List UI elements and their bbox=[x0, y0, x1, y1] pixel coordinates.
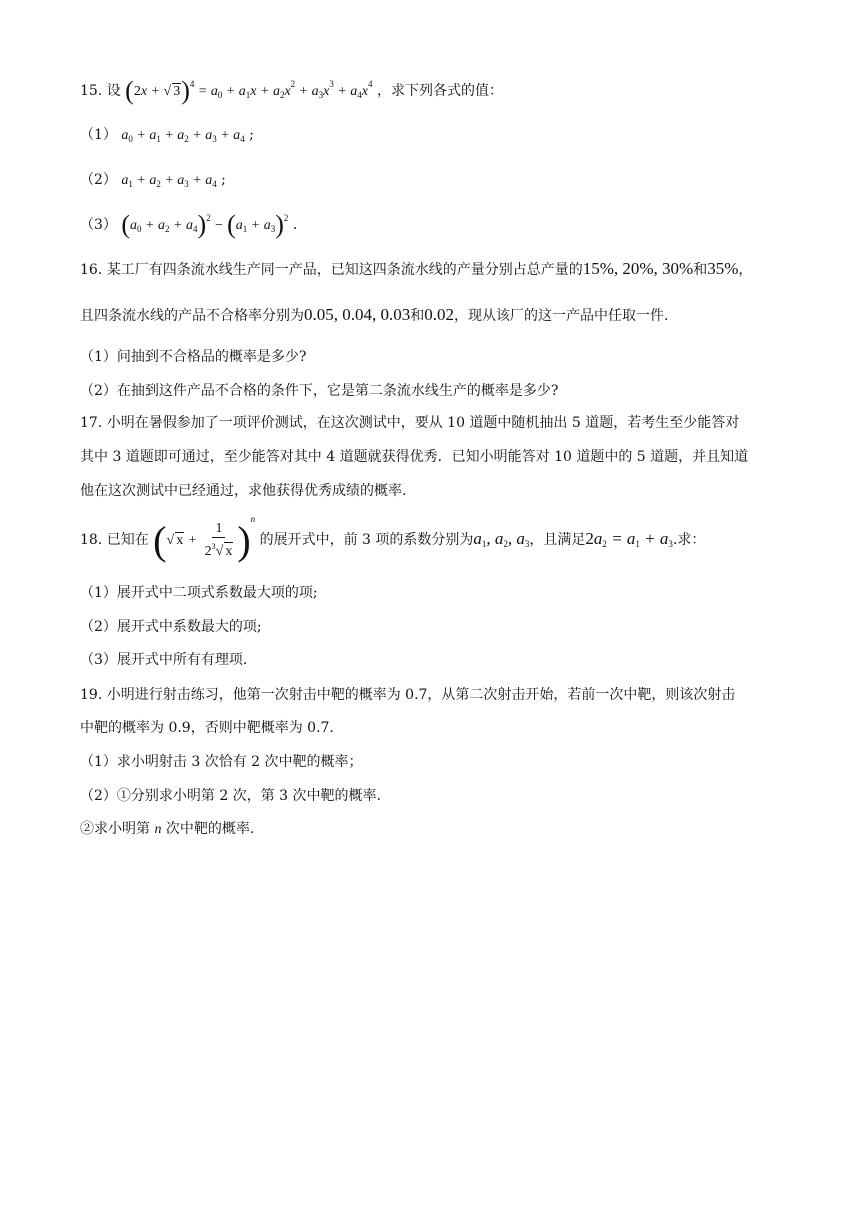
q19-part3: ②求小明第 n 次中靶的概率. bbox=[80, 821, 255, 837]
q19-line1: 19. 小明进行射击练习，他第一次射击中靶的概率为 0.7，从第二次射击开始，若前一次中靶，则该次射击 bbox=[80, 687, 736, 703]
q18-part1: （1）展开式中二项式系数最大项的项; bbox=[80, 585, 318, 601]
q16-line2: 且四条流水线的产品不合格率分别为0.05, 0.04, 0.03和0.02，现从该厂的这一产品中任取一件. bbox=[80, 305, 669, 324]
q19-line2: 中靶的概率为 0.9，否则中靶概率为 0.7. bbox=[80, 720, 334, 736]
q15-equation: (2x + √ $3)^4 = a_0 + a_1x + a_2x^2 + a_3x^3 + a_4x^4$ bbox=[125, 76, 373, 105]
q18-part3: （3）展开式中所有有理项. bbox=[80, 652, 248, 668]
q19-part1: （1）求小明射击 3 次恰有 2 次中靶的概率； bbox=[80, 754, 363, 770]
q18-binomial: (√ x + $\frac{1}{2^3√ x}$ )$^n$ bbox=[153, 514, 256, 563]
q16-part1: （1）问抽到不合格品的概率是多少? bbox=[80, 349, 307, 365]
q15-stem: 15. 设 (2x + √ $3)^4 = a_0 + a_1x + a_2x^2 + a_3x^3 + a_4x^4$ ，求下列各式的值： bbox=[80, 76, 503, 105]
q18-part2: （2）展开式中系数最大的项; bbox=[80, 619, 262, 635]
q16-part2: （2）在抽到这件产品不合格的条件下，它是第二条流水线生产的概率是多少? bbox=[80, 383, 559, 399]
q17-line1: 17. 小明在暑假参加了一项评价测试，在这次测试中，要从 10 道题中随机抽出 5 道题，若考生至少能答对 bbox=[80, 415, 740, 431]
q17-line2: 其中 3 道题即可通过，至少能答对其中 4 道题就获得优秀．已知小明能答对 10 道题中的 5 道题，并且知道 bbox=[80, 449, 749, 465]
q15-part1: （1） $a_0 + a_1 + a_2 + a_3 + a_4$ ; bbox=[80, 127, 254, 144]
q17-line3: 他在这次测试中已经通过，求他获得优秀成绩的概率. bbox=[80, 483, 407, 499]
q15-part2: （2） $a_1 + a_2 + a_3 + a_4$ ; bbox=[80, 172, 226, 189]
q15-part3: （3） $(a_0 + a_2 + a_4)^2 - (a_1 + a_3)^2$ . bbox=[80, 210, 298, 239]
q16-line1: 16. 某工厂有四条流水线生产同一产品，已知这四条流水线的产量分别占总产量的15%, 20%, 30%和35%， bbox=[80, 259, 753, 278]
q18-stem: 18. 已知在 (√ x + $\frac{1}{2^3√ x}$ )$^n$ 的展开式中，前 3 项的系数分别为$a_1$, $a_2$, $a_3$，且满足$2a_2 = a_1 + a_3$.求： bbox=[80, 514, 706, 563]
q19-part2: （2）①分别求小明第 2 次，第 3 次中靶的概率. bbox=[80, 788, 381, 804]
